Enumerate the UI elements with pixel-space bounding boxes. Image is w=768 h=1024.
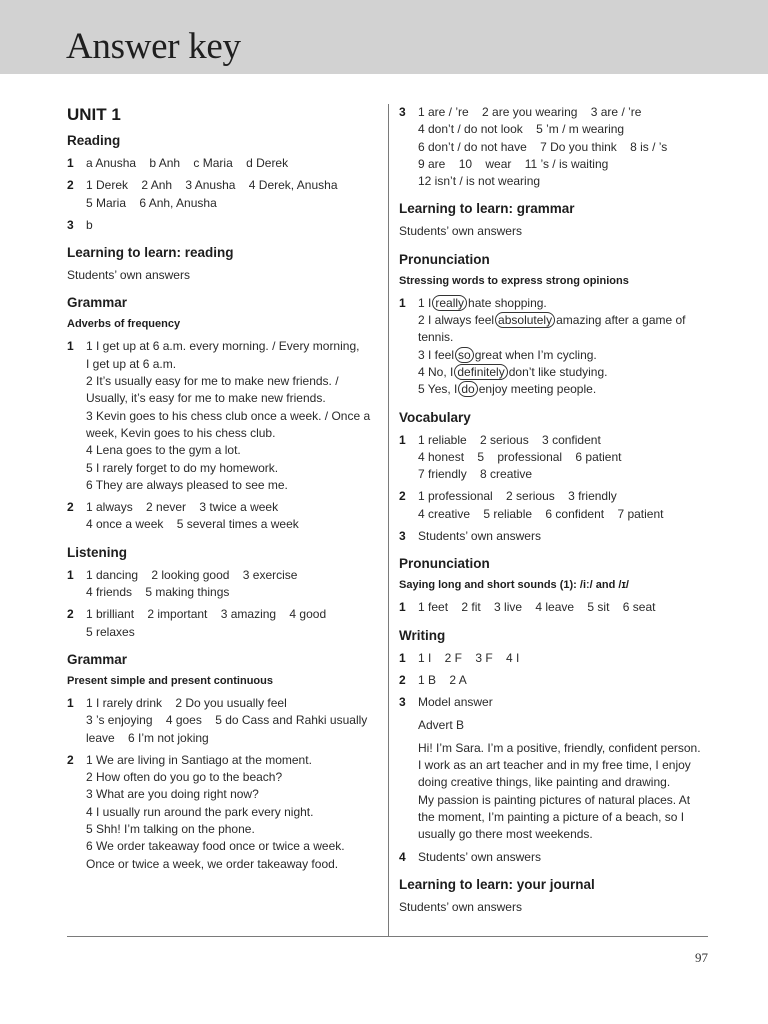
answer-line: 1 are / ’re 2 are you wearing 3 are / ’re bbox=[418, 105, 642, 119]
text-part: great when I’m cycling. bbox=[474, 347, 597, 362]
answer-line: 3 Kevin goes to his chess club once a week. / Once a bbox=[86, 408, 371, 423]
answer-item bbox=[67, 606, 377, 641]
subheading-adverbs: Adverbs of frequency bbox=[67, 318, 181, 331]
answer-item bbox=[399, 849, 717, 866]
answer-line: 4 creative 5 reliable 6 confident 7 patient bbox=[418, 506, 664, 521]
answer-item bbox=[399, 295, 717, 399]
item-number: 3 bbox=[399, 105, 406, 119]
answer-line bbox=[418, 295, 717, 312]
answer-line: the moment, I’m painting a picture of a beach, so I bbox=[418, 810, 685, 825]
answer-line: Students’ own answers bbox=[418, 529, 541, 544]
item-number: 1 bbox=[399, 600, 406, 615]
subheading-stressing-words: Stressing words to express strong opinions bbox=[399, 274, 629, 287]
item-number: 3 bbox=[399, 695, 406, 710]
item-number: 2 bbox=[67, 607, 74, 622]
answer-line: 2 How often do you go to the beach? bbox=[86, 770, 283, 785]
item-number: 2 bbox=[67, 500, 74, 515]
answer-line: 9 are 10 wear 11 ’s / is waiting bbox=[418, 156, 609, 171]
answer-item bbox=[399, 672, 717, 689]
section-heading-writing: Writing bbox=[399, 627, 446, 643]
circled-word: do bbox=[458, 381, 477, 397]
answer-line: b bbox=[86, 217, 93, 232]
item-number: 3 bbox=[399, 529, 406, 544]
answer-item bbox=[67, 217, 377, 234]
item-number: 2 bbox=[399, 489, 406, 504]
left-column bbox=[67, 104, 377, 878]
answer-line: 1 I get up at 6 a.m. every morning. / Every morning, bbox=[86, 339, 360, 354]
footer-rule bbox=[67, 936, 708, 937]
text-part: 4 No, I bbox=[418, 364, 454, 379]
answer-line: 2 It’s usually easy for me to make new friends. / bbox=[86, 374, 339, 389]
answer-item bbox=[67, 177, 377, 212]
answer-line: 3 ’s enjoying 4 goes 5 do Cass and Rahki usually bbox=[86, 713, 368, 728]
answer-line: 5 relaxes bbox=[86, 624, 135, 639]
answer-line bbox=[418, 364, 717, 381]
answer-line: 5 I rarely forget to do my homework. bbox=[86, 460, 279, 475]
text-part: enjoy meeting people. bbox=[478, 382, 597, 397]
text-part: 2 I always feel bbox=[418, 313, 495, 328]
answer-line: 1 always 2 never 3 twice a week bbox=[86, 500, 279, 515]
item-number: 1 bbox=[399, 650, 406, 665]
answer-line: leave 6 I’m not joking bbox=[86, 730, 209, 745]
answer-line: 4 Lena goes to the gym a lot. bbox=[86, 443, 241, 458]
answer-line: 4 once a week 5 several times a week bbox=[86, 517, 299, 532]
answer-line: 1 reliable 2 serious 3 confident bbox=[418, 432, 601, 447]
text-part: hate shopping. bbox=[468, 295, 547, 310]
answer-line: Usually, it’s easy for me to make new friends. bbox=[86, 391, 326, 406]
answer-line: 1 dancing 2 looking good 3 exercise bbox=[86, 567, 298, 582]
subheading-long-short-sounds: Saying long and short sounds (1): /iː/ and /ɪ/ bbox=[399, 579, 629, 592]
page-number: 97 bbox=[695, 950, 708, 965]
body-text: Students’ own answers bbox=[399, 224, 522, 239]
answer-item bbox=[399, 528, 717, 545]
answer-line: 1 We are living in Santiago at the moment. bbox=[86, 752, 312, 767]
body-text: Students’ own answers bbox=[67, 268, 190, 283]
answer-item bbox=[67, 695, 377, 747]
answer-line: 6 They are always pleased to see me. bbox=[86, 477, 288, 492]
answer-line: I get up at 6 a.m. bbox=[86, 356, 177, 371]
answer-line: My passion is painting pictures of natural places. At bbox=[418, 792, 691, 807]
answer-line: 1 I rarely drink 2 Do you usually feel bbox=[86, 695, 287, 710]
column-divider bbox=[388, 104, 389, 936]
answer-item bbox=[399, 694, 717, 711]
section-heading-vocabulary: Vocabulary bbox=[399, 409, 471, 425]
answer-line: 1 feet 2 fit 3 live 4 leave 5 sit 6 seat bbox=[418, 600, 656, 615]
answer-line bbox=[418, 381, 717, 398]
answer-line: 5 Maria 6 Anh, Anusha bbox=[86, 195, 217, 210]
section-heading-grammar-2: Grammar bbox=[67, 651, 128, 667]
section-heading-pronunciation: Pronunciation bbox=[399, 251, 490, 267]
answer-item bbox=[399, 104, 717, 190]
item-number: 1 bbox=[67, 339, 74, 354]
section-heading-ltl-journal: Learning to learn: your journal bbox=[399, 876, 595, 892]
answer-line: 6 We order takeaway food once or twice a week. bbox=[86, 839, 345, 854]
circled-word: absolutely bbox=[495, 312, 555, 328]
answer-line: 4 I usually run around the park every night. bbox=[86, 804, 314, 819]
text-part: don’t like studying. bbox=[508, 364, 608, 379]
circled-word: definitely bbox=[454, 364, 507, 380]
answer-line: 5 Shh! I’m talking on the phone. bbox=[86, 822, 255, 837]
item-number: 1 bbox=[399, 432, 406, 447]
answer-line: 1 brilliant 2 important 3 amazing 4 good bbox=[86, 607, 327, 622]
text-part: 1 I bbox=[418, 295, 432, 310]
answer-item bbox=[67, 499, 377, 534]
item-number: 1 bbox=[67, 695, 74, 710]
answer-line: 1 Derek 2 Anh 3 Anusha 4 Derek, Anusha bbox=[86, 178, 338, 193]
answer-line: 7 friendly 8 creative bbox=[418, 467, 533, 482]
answer-line: Students’ own answers bbox=[418, 849, 541, 864]
subheading-present-simple: Present simple and present continuous bbox=[67, 674, 273, 687]
answer-item bbox=[67, 338, 377, 494]
answer-item bbox=[67, 752, 377, 873]
answer-item bbox=[399, 432, 717, 484]
answer-line: Once or twice a week, we order takeaway food. bbox=[86, 856, 339, 871]
text-part: 5 Yes, I bbox=[418, 382, 458, 397]
item-number: 4 bbox=[399, 849, 406, 864]
answer-line: Model answer bbox=[418, 695, 493, 710]
section-heading-ltl-reading: Learning to learn: reading bbox=[67, 245, 234, 261]
right-column bbox=[399, 104, 717, 921]
section-heading-pronunciation-2: Pronunciation bbox=[399, 556, 490, 572]
answer-line: usually go there most weekends. bbox=[418, 827, 593, 842]
advert-label: Advert B bbox=[418, 717, 465, 732]
unit-title: UNIT 1 bbox=[67, 105, 121, 124]
answer-line: a Anusha b Anh c Maria d Derek bbox=[86, 156, 289, 170]
item-number: 2 bbox=[67, 178, 74, 193]
section-heading-listening: Listening bbox=[67, 544, 127, 560]
section-heading-ltl-grammar: Learning to learn: grammar bbox=[399, 201, 575, 217]
item-number: 2 bbox=[399, 672, 406, 687]
answer-line: 4 friends 5 making things bbox=[86, 585, 230, 600]
answer-line: doing creative things, like painting and drawing. bbox=[418, 775, 671, 790]
item-number: 2 bbox=[67, 752, 74, 767]
answer-line: I work as an art teacher and in my free time, I enjoy bbox=[418, 758, 691, 773]
answer-item bbox=[399, 650, 717, 667]
body-text: Students’ own answers bbox=[399, 899, 522, 914]
item-number: 3 bbox=[67, 217, 74, 232]
answer-line: tennis. bbox=[418, 330, 454, 345]
answer-item bbox=[399, 599, 717, 616]
answer-line: 4 honest 5 professional 6 patient bbox=[418, 449, 622, 464]
section-heading-reading: Reading bbox=[67, 133, 121, 148]
answer-line: 4 don’t / do not look 5 ’m / m wearing bbox=[418, 122, 625, 137]
item-number: 1 bbox=[67, 567, 74, 582]
answer-line: Hi! I’m Sara. I’m a positive, friendly, confident person. bbox=[418, 740, 701, 755]
answer-item bbox=[67, 155, 377, 172]
answer-line: 1 B 2 A bbox=[418, 672, 467, 687]
circled-word: so bbox=[455, 347, 474, 363]
page-title: Answer key bbox=[66, 26, 241, 67]
answer-item bbox=[67, 567, 377, 602]
answer-item bbox=[399, 488, 717, 523]
item-number: 1 bbox=[399, 295, 406, 310]
text-part: amazing after a game of bbox=[556, 313, 686, 328]
circled-word: really bbox=[432, 295, 467, 311]
section-heading-grammar: Grammar bbox=[67, 295, 128, 311]
text-part: 3 I feel bbox=[418, 347, 455, 362]
answer-line: 1 professional 2 serious 3 friendly bbox=[418, 489, 617, 504]
item-number: 1 bbox=[67, 156, 74, 170]
model-answer-text bbox=[418, 740, 717, 844]
answer-line bbox=[418, 312, 717, 329]
answer-line: week, Kevin goes to his chess club. bbox=[86, 425, 276, 440]
answer-line: 6 don’t / do not have 7 Do you think 8 is / ’s bbox=[418, 139, 668, 154]
answer-line bbox=[418, 347, 717, 364]
answer-line: 1 I 2 F 3 F 4 I bbox=[418, 650, 520, 665]
answer-line: 12 isn’t / is not wearing bbox=[418, 174, 541, 189]
answer-line: 3 What are you doing right now? bbox=[86, 787, 259, 802]
